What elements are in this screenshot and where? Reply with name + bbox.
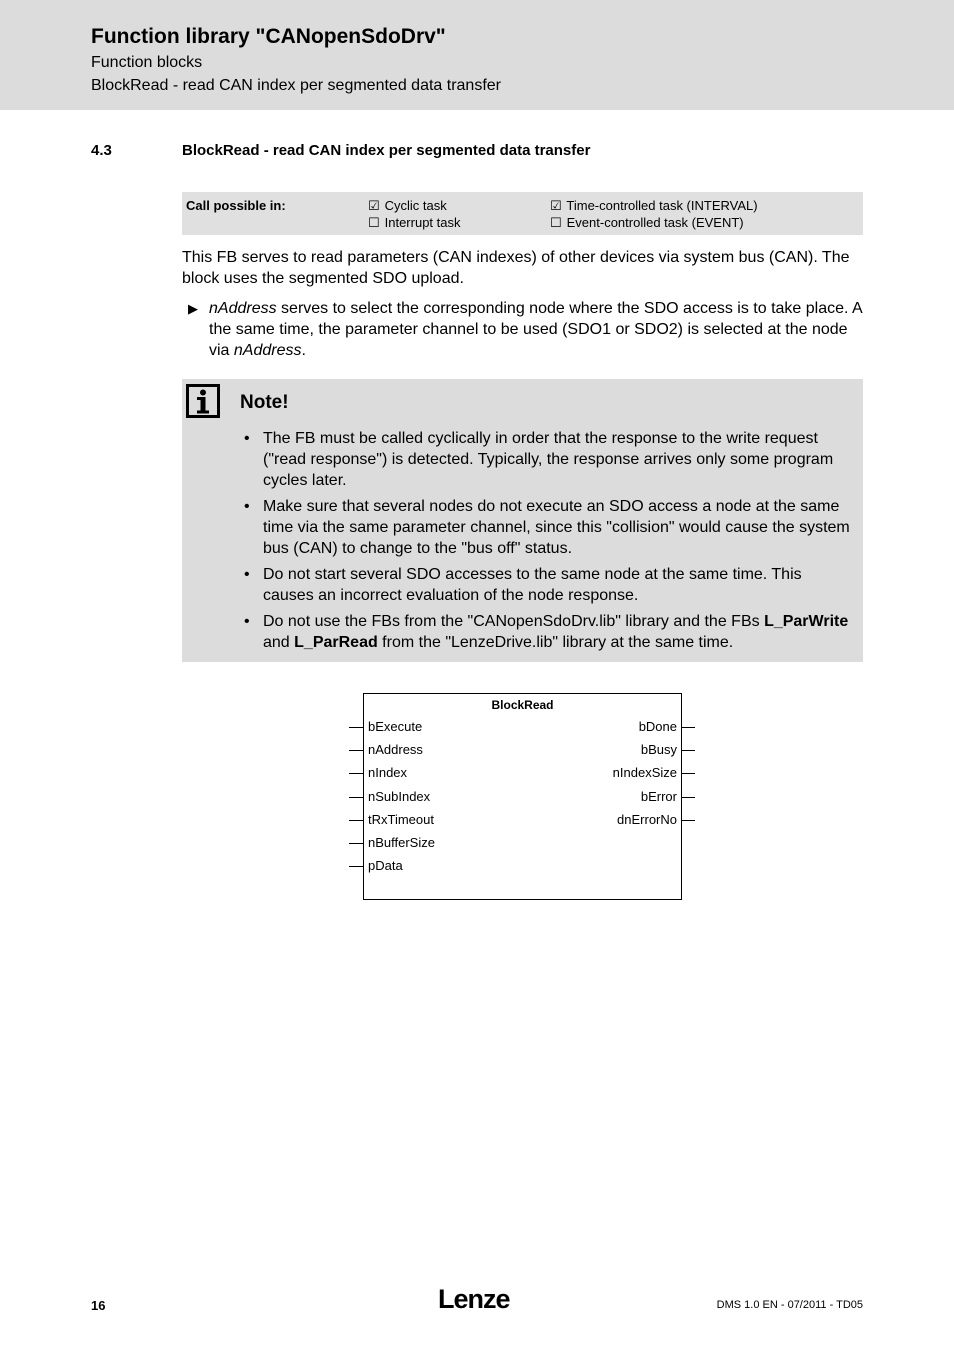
section-title: BlockRead - read CAN index per segmented data transfer	[182, 142, 591, 159]
input-pin-nBufferSize: nBufferSize	[368, 835, 435, 850]
input-pin-line	[349, 750, 363, 751]
note-box	[182, 379, 863, 662]
function-block-diagram	[349, 693, 697, 901]
info-icon	[186, 384, 220, 418]
page-number: 16	[91, 1298, 106, 1313]
output-pin-bDone: bDone	[638, 719, 677, 734]
output-pin-nIndexSize: nIndexSize	[612, 765, 677, 781]
call-option-interrupt: ☐ Interrupt task	[368, 215, 461, 230]
input-pin-nSubIndex: nSubIndex	[368, 788, 431, 804]
note-item: • Do not start several SDO accesses to the same node at the same time. This causes an incorrect evaluation of the node response.	[244, 566, 802, 604]
output-pin-line	[681, 797, 695, 798]
note-item: • Do not use the FBs from the "CANopenSdoDrv.lib" library and the FBs L_ParWrite and L_ParRead from the "LenzeDrive.lib" library at the same time.	[244, 613, 849, 651]
output-pin-bError: bError	[640, 788, 677, 804]
note-title: Note!	[240, 392, 289, 413]
checkbox-checked-icon: ☑	[550, 198, 562, 213]
call-option-interval: ☑ Time-controlled task (INTERVAL)	[550, 198, 758, 213]
call-option-cyclic: ☑ Cyclic task	[368, 198, 447, 213]
call-options-col1	[368, 197, 461, 231]
output-pin-bBusy: bBusy	[640, 742, 677, 758]
lenze-logo: Lenze	[438, 1284, 510, 1314]
output-pin-line	[681, 750, 695, 751]
page-header	[0, 0, 954, 110]
output-pin-line	[681, 820, 695, 821]
input-pin-bExecute: bExecute	[368, 719, 423, 734]
checkbox-unchecked-icon: ☐	[368, 215, 380, 230]
output-pin-line	[681, 727, 695, 728]
input-pin-line	[349, 727, 363, 728]
checkbox-unchecked-icon: ☐	[550, 215, 562, 230]
input-pin-line	[349, 843, 363, 844]
input-pin-pData: pData	[368, 858, 403, 874]
function-block-name: BlockRead	[491, 698, 554, 712]
output-pin-line	[681, 773, 695, 774]
note-item: • Make sure that several nodes do not execute an SDO access a node at the same time via the same parameter channel, since this "collision" would cause the system bus (CAN) to change to the "bus off" status.	[244, 498, 850, 557]
input-pin-line	[349, 773, 363, 774]
input-pin-nAddress: nAddress	[368, 742, 423, 758]
call-possible-table	[182, 192, 863, 235]
note-list	[244, 428, 850, 658]
output-pin-dnErrorNo: dnErrorNo	[617, 811, 677, 827]
header-subtitle-topic: BlockRead - read CAN index per segmented data transfer	[91, 77, 501, 94]
input-pin-tRxTimeout: tRxTimeout	[368, 811, 434, 827]
call-option-event: ☐ Event-controlled task (EVENT)	[550, 215, 744, 230]
checkbox-checked-icon: ☑	[368, 198, 380, 213]
intro-paragraph: This FB serves to read parameters (CAN indexes) of other devices via system bus (CAN). The block uses the segmented SDO upload.	[182, 249, 850, 287]
input-pin-line	[349, 797, 363, 798]
header-title: Function library "CANopenSdoDrv"	[91, 25, 446, 48]
header-subtitle-chapter: Function blocks	[91, 54, 203, 71]
input-pin-line	[349, 820, 363, 821]
call-options-col2	[550, 197, 758, 231]
naddress-description: nAddress serves to select the corresponding node where the SDO access is to take place. A the same time, the parameter channel to be used (SDO1 or SDO2) is selected at the node via nAddress.	[209, 300, 862, 359]
document-id: DMS 1.0 EN - 07/2011 - TD05	[716, 1299, 863, 1311]
call-possible-label: Call possible in:	[186, 198, 286, 213]
note-item: • The FB must be called cyclically in order that the response to the write request ("read response") is detected. Typically, the response arrives only some program cycles later.	[244, 430, 834, 489]
arrow-bullet-icon: ▶	[188, 301, 198, 316]
section-number: 4.3	[91, 142, 112, 159]
input-pin-nIndex: nIndex	[368, 765, 408, 781]
input-pin-line	[349, 866, 363, 867]
